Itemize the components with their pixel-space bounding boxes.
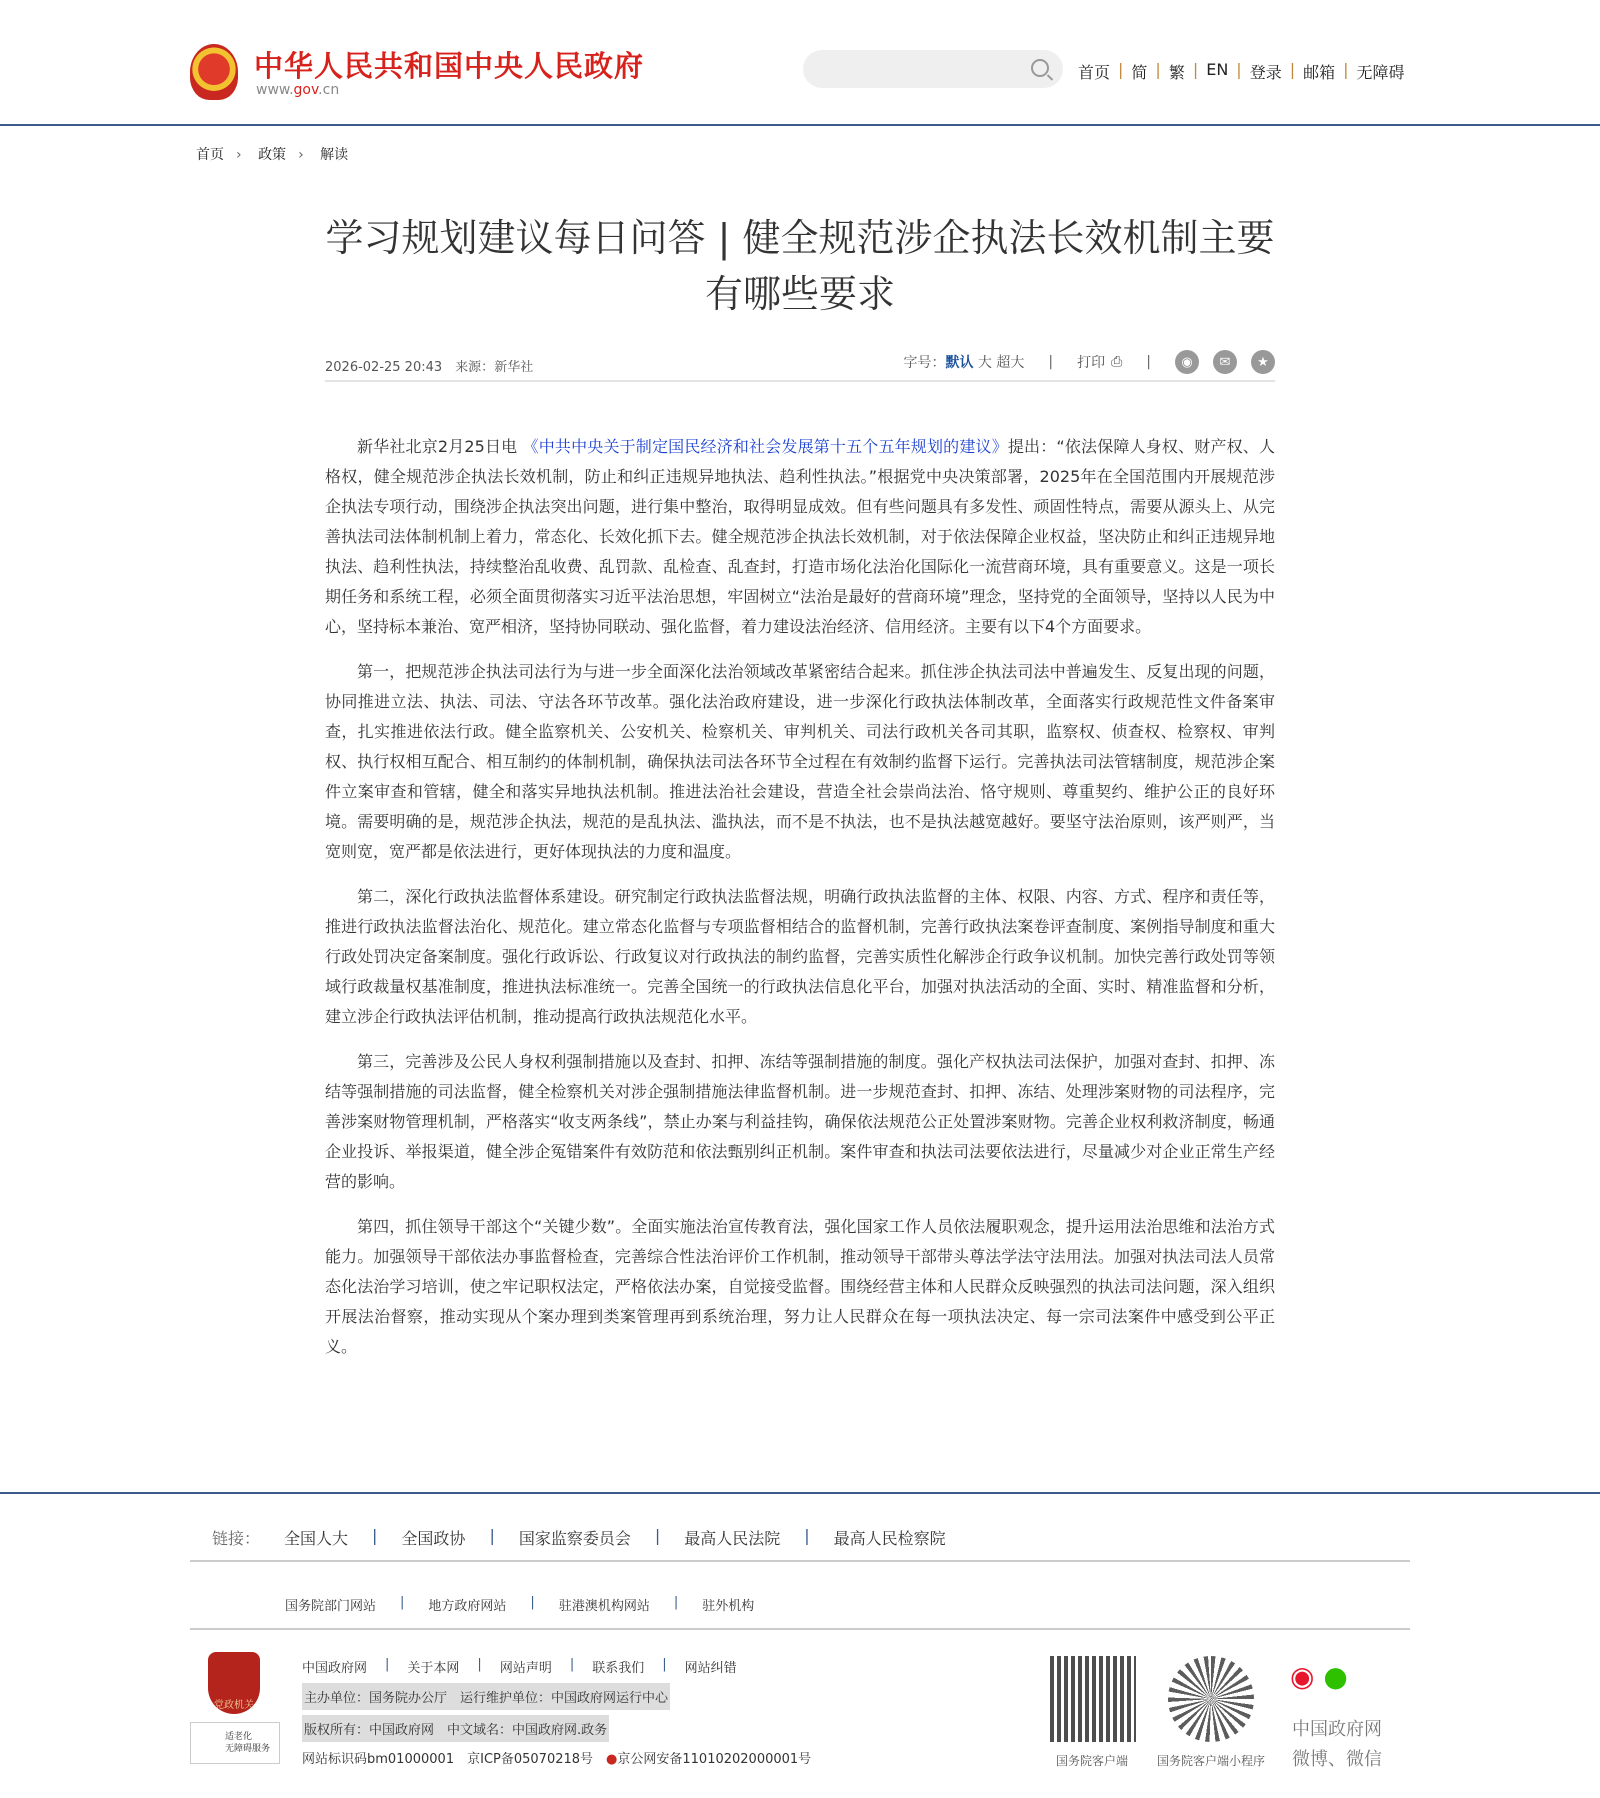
font-size-default[interactable]: 默认 xyxy=(945,355,974,371)
breadcrumb-policy[interactable]: 政策 xyxy=(258,147,287,163)
search-input[interactable] xyxy=(803,50,1063,88)
separator: | xyxy=(400,1595,405,1610)
elderly-accessibility-badge[interactable] xyxy=(190,1722,280,1764)
police-emblem-icon: ● xyxy=(606,1752,618,1767)
dateline: 新华社北京2月25日电 xyxy=(357,437,523,456)
separator: | xyxy=(804,1526,810,1545)
plan-proposal-link[interactable]: 《中共中央关于制定国民经济和社会发展第十五个五年规划的建议》 xyxy=(522,437,1008,456)
separator: | xyxy=(1289,60,1296,79)
nav-mail[interactable]: 邮箱 xyxy=(1303,63,1336,82)
wechat-icon[interactable]: ● xyxy=(1323,1660,1348,1693)
footer-site-links xyxy=(302,1657,737,1676)
separator: | xyxy=(1343,60,1349,79)
link-contact[interactable]: 联系我们 xyxy=(592,1661,645,1676)
mini-program-qr-code xyxy=(1168,1656,1254,1742)
separator: | xyxy=(1192,60,1199,79)
separator: | xyxy=(372,1526,378,1545)
separator: | xyxy=(1048,354,1054,370)
separator: | xyxy=(385,1657,390,1672)
divider xyxy=(190,1560,1410,1562)
nav-english[interactable]: EN xyxy=(1206,60,1229,79)
link-local-gov[interactable]: 地方政府网站 xyxy=(428,1599,507,1614)
links-label: 链接： xyxy=(212,1529,261,1548)
social-line: 微博、微信 xyxy=(1292,1749,1382,1770)
link-overseas[interactable]: 驻外机构 xyxy=(702,1599,755,1614)
search-icon[interactable] xyxy=(1031,59,1049,77)
font-size-xlarge[interactable]: 超大 xyxy=(996,355,1025,371)
link-supreme-court[interactable]: 最高人民法院 xyxy=(684,1529,781,1548)
nav-traditional[interactable]: 繁 xyxy=(1168,63,1185,82)
link-procuratorate[interactable]: 最高人民检察院 xyxy=(833,1529,946,1548)
link-supervision[interactable]: 国家监察委员会 xyxy=(518,1529,631,1548)
separator: | xyxy=(530,1595,535,1610)
national-emblem-logo[interactable] xyxy=(190,44,238,100)
printer-icon[interactable]: ⎙ xyxy=(1111,354,1123,370)
nav-home[interactable]: 首页 xyxy=(1078,63,1111,82)
paragraph: 第二，深化行政执法监督体系建设。研究制定行政执法监督法规，明确行政执法监督的主体、权限、内容、方式、程序和责任等，推进行政执法监督法治化、规范化。建立常态化监督与专项监督相结合的监督机制，完善行政执法案卷评查制度、案例指导制度和重大行政处罚决定备案制度。强化行政诉讼、行政复议对行政执法的制约监督，完善实质性化解涉企行政争议机制。加快完善行政处罚等领域行政裁量权基准制度，推进执法标准统一。完善全国统一的行政执法信息化平台，加强对执法活动的全面、实时、精准监督和分析，建立涉企行政执法评估机制，推动提高行政执法规范化水平。 xyxy=(325,887,1275,1026)
separator: | xyxy=(662,1657,667,1672)
article xyxy=(325,210,1275,1377)
social-caption xyxy=(1292,1715,1382,1775)
link-departments[interactable]: 国务院部门网站 xyxy=(285,1599,377,1614)
separator: | xyxy=(1146,354,1151,370)
breadcrumb-interpretation[interactable]: 解读 xyxy=(320,147,349,163)
site-title[interactable]: 中华人民共和国中央人民政府 xyxy=(254,49,645,83)
police-record-link[interactable]: 京公网安备11010202000001号 xyxy=(617,1752,812,1767)
party-gov-badge[interactable]: 党政机关 xyxy=(208,1652,260,1714)
article-meta xyxy=(325,352,1275,382)
copyright-info: 版权所有：中国政府网 中文域名：中国政府网.政务 xyxy=(302,1715,609,1742)
wechat-share-icon[interactable]: ✉ xyxy=(1213,350,1237,374)
breadcrumb-home[interactable]: 首页 xyxy=(196,147,224,163)
link-cppcc[interactable]: 全国政协 xyxy=(401,1529,466,1548)
site-header xyxy=(0,0,1600,126)
site-url xyxy=(256,82,339,98)
link-statement[interactable]: 网站声明 xyxy=(499,1661,552,1676)
aged-line: 适老化 xyxy=(225,1732,253,1742)
aged-line: 无障碍服务 xyxy=(225,1744,271,1754)
paragraph: 第三，完善涉及公民人身权利强制措施以及查封、扣押、冻结等强制措施的制度。强化产权执法司法保护，加强对查封、扣押、冻结等强制措施的司法监督，健全检察机关对涉企强制措施法律监督机制。进一步规范查封、扣押、冻结、处理涉案财物的司法程序，完善涉案财物管理机制，严格落实“收支两条线”，禁止办案与利益挂钩，确保依法规范公正处置涉案财物。完善企业权利救济制度，畅通企业投诉、举报渠道，健全涉企冤错案件有效防范和依法甄别纠正机制。案件审查和执法司法要依法进行，尽量减少对企业正常生产经营的影响。 xyxy=(325,1052,1275,1191)
link-about[interactable]: 关于本网 xyxy=(407,1661,460,1676)
link-gov-cn[interactable]: 中国政府网 xyxy=(302,1661,368,1676)
print-button[interactable]: 打印 xyxy=(1077,355,1106,371)
site-id: 网站标识码bm01000001 xyxy=(302,1752,455,1767)
nav-accessibility[interactable]: 无障碍 xyxy=(1356,63,1405,82)
nav-login[interactable]: 登录 xyxy=(1249,63,1282,82)
paragraph: 第四，抓住领导干部这个“关键少数”。全面实施法治宣传教育法，强化国家工作人员依法履职观念，提升运用法治思维和法治方式能力。加强领导干部依法办事监督检查，完善综合性法治评价工作机制，推动领导干部带头尊法学法守法用法。加强对执法司法人员常态化法治学习培训，使之牢记职权法定，严格依法办案，自觉接受监督。围绕经营主体和人民群众反映强烈的执法司法问题，深入组织开展法治督察，推动实现从个案办理到类案管理再到系统治理，努力让人民群众在每一项执法决定、每一宗司法案件中感受到公平正义。 xyxy=(325,1217,1275,1356)
url-suffix: .cn xyxy=(318,82,340,98)
link-npc[interactable]: 全国人大 xyxy=(284,1529,349,1548)
footer-divider xyxy=(0,1492,1600,1494)
separator: | xyxy=(489,1526,495,1545)
breadcrumb xyxy=(196,144,348,164)
app-qr-code xyxy=(1050,1656,1136,1742)
font-size-large[interactable]: 大 xyxy=(977,355,992,371)
paragraph: 第一，把规范涉企执法司法行为与进一步全面深化法治领域改革紧密结合起来。抓住涉企执法司法中普遍发生、反复出现的问题，协同推进立法、执法、司法、守法各环节改革。强化法治政府建设，进一步深化行政执法体制改革，全面落实行政规范性文件备案审查，扎实推进依法行政。健全监察机关、公安机关、检察机关、审判机关、司法行政机关各司其职，监察权、侦查权、检察权、审判权、执行权相互配合、相互制约的体制机制，确保执法司法各环节全过程在有效制约监督下运行。完善执法司法管辖制度，规范涉企案件立案审查和管辖，健全和落实异地执法机制。推进法治社会建设，营造全社会崇尚法治、恪守规则、尊重契约、维护公正的良好环境。需要明确的是，规范涉企执法，规范的是乱执法、滥执法，而不是不执法，也不是执法越宽越好。要坚守法治原则，该严则严，当宽则宽，宽严都是依法进行，更好体现执法的力度和温度。 xyxy=(325,662,1275,861)
chevron-right-icon: › xyxy=(298,147,304,163)
article-body xyxy=(325,432,1275,1362)
source: 新华社 xyxy=(494,360,534,375)
weibo-icon[interactable]: ◉ xyxy=(1290,1660,1315,1693)
separator: | xyxy=(569,1657,575,1672)
social-icons xyxy=(1290,1660,1348,1693)
separator: | xyxy=(673,1595,679,1610)
top-nav xyxy=(1078,60,1405,83)
nav-simplified[interactable]: 简 xyxy=(1131,63,1148,82)
publish-date: 2026-02-25 20:43 xyxy=(325,360,443,375)
link-report-error[interactable]: 网站纠错 xyxy=(684,1661,737,1676)
url-brand: gov xyxy=(293,82,319,98)
link-hk-macao[interactable]: 驻港澳机构网站 xyxy=(558,1599,650,1614)
icp-link[interactable]: 京ICP备05070218号 xyxy=(467,1752,594,1767)
paragraph-text: 提出：“依法保障人身权、财产权、人格权，健全规范涉企执法长效机制，防止和纠正违规异地执法、趋利性执法。”根据党中央决策部署，2025年在全国范围内开展规范涉企执法专项行动，围绕涉企执法突出问题，进行集中整治，取得明显成效。但有些问题具有多发性、顽固性特点，需要从源头上、从完善执法司法体制机制上着力，常态化、长效化抓下去。健全规范涉企执法长效机制，对于依法保障企业权益，坚决防止和纠正违规异地执法、趋利性执法，持续整治乱收费、乱罚款、乱检查、乱查封，打造市场化法治化国际化一流营商环境，具有重要意义。这是一项长期任务和系统工程，必须全面贯彻落实习近平法治思想，牢固树立“法治是最好的营商环境”理念，坚持党的全面领导，坚持以人民为中心，坚持标本兼治、宽严相济，坚持协同联动、强化监督，着力建设法治经济、信用经济。主要有以下4个方面要求。 xyxy=(325,437,1275,636)
source-label: 来源： xyxy=(455,360,495,375)
separator: | xyxy=(1236,60,1242,79)
separator: | xyxy=(477,1657,482,1672)
font-size-label: 字号： xyxy=(903,355,946,371)
qr-label: 国务院客户端 xyxy=(1056,1754,1129,1768)
separator: | xyxy=(1118,60,1124,79)
favorite-star-icon[interactable]: ★ xyxy=(1251,350,1275,374)
social-line: 中国政府网 xyxy=(1292,1719,1382,1740)
registration-info xyxy=(302,1748,811,1767)
qr-label: 国务院客户端小程序 xyxy=(1157,1754,1266,1768)
sponsor-info: 主办单位：国务院办公厅 运行维护单位：中国政府网运行中心 xyxy=(302,1683,670,1710)
separator: | xyxy=(654,1526,661,1545)
url-prefix: www. xyxy=(256,82,294,98)
chevron-right-icon: › xyxy=(236,147,242,163)
article-title: 学习规划建议每日问答 | 健全规范涉企执法长效机制主要有哪些要求 xyxy=(325,216,1275,316)
footer-links-secondary xyxy=(285,1595,754,1614)
footer-links xyxy=(212,1526,946,1549)
separator: | xyxy=(1155,60,1161,79)
divider xyxy=(190,1628,1410,1630)
paragraph xyxy=(325,432,1275,642)
weibo-share-icon[interactable]: ◉ xyxy=(1175,350,1199,374)
